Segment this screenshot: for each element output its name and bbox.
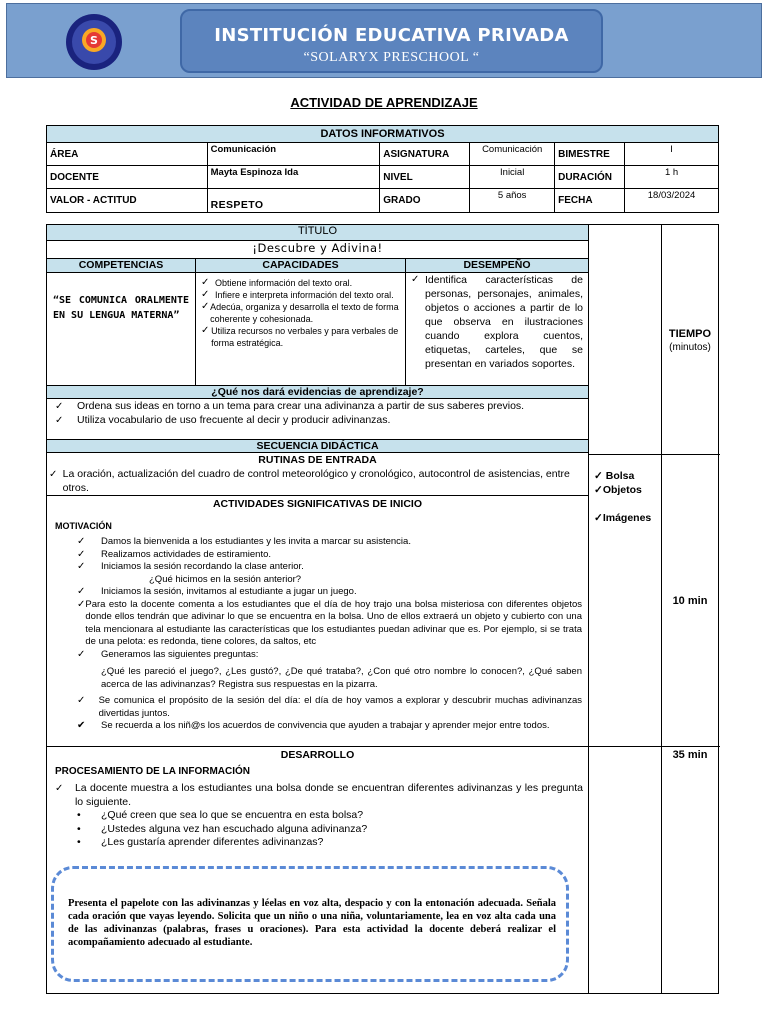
list-item: ¿Qué hicimos en la sesión anterior? [149,573,302,585]
instruction-box [51,866,569,982]
check-icon: ✓ [594,484,603,496]
valor-label: VALOR - ACTITUD [47,189,208,213]
list-item: • ¿Ustedes alguna vez han escuchado alguna adivinanza? [77,822,368,835]
area-value: Comunicación [207,143,380,166]
divider-des [405,273,406,385]
list-item: ¿Qué les pareció el juego?, ¿Les gustó?, ¿De qué trataba?, ¿Con qué otro nombre lo conocen?, ¿Qué saben acerca de las adivinanzas? Registra sus respuestas en la pizarra. [101,666,582,690]
list-item: ✓ Para esto la docente comenta a los estudiantes que el día de hoy trajo una bolsa misteriosa con diferentes objetos donde ellos tendrán que adivinar lo que se encuentra en la bolsa. Uno de ellos extraerá un objeto y cubierto con una tela mencionara al estudiante las características que los estudiantes puedan adivinar que es. Por ejemplo, si se trata de una pelota: es redonda, tiene colores, da saltos, etc [77,598,582,647]
asignatura-label: ASIGNATURA [380,143,470,166]
evidencias-heading: ¿Qué nos dará evidencias de aprendizaje? [47,385,588,399]
procesamiento-label: PROCESAMIENTO DE LA INFORMACIÓN [55,766,251,777]
check-icon: ✓ [55,414,64,426]
check-icon: ✓ [77,548,86,560]
docente-label: DOCENTE [47,166,208,189]
capacidades-heading: CAPACIDADES [195,259,405,273]
materiales-list [594,469,651,525]
list-item: ✓ Iniciamos la sesión, invitamos al estudiante a jugar un juego. [77,586,357,597]
desarrollo-heading: DESARROLLO [280,749,355,761]
tiempo-sub: (minutos) [669,342,711,353]
duracion-value: 1 h [625,166,719,189]
desempeno-text: Identifica características de personas, personajes, animales, objetos o acciones a partir de lo que observa en ilustraciones cuando explora cuentos, etiquetas, carteles, que se presentan en variados soportes. [425,274,583,370]
check-icon: ✓ [201,277,210,288]
divider-row [47,495,588,496]
check-icon: ✓ [201,301,210,312]
school-name: “SOLARYX PRESCHOOL “ [303,50,480,65]
rutinas-cell [49,468,585,495]
list-item: ✓ Damos la bienvenida a los estudiantes y les invita a marcar su asistencia. [77,536,411,547]
fecha-label: FECHA [555,189,625,213]
list-item: • ¿Qué creen que sea lo que se encuentra en esta bolsa? [77,809,364,821]
desempeno-cell [411,273,583,371]
check-icon: ✓ [594,512,603,524]
tiempo-header [661,327,719,355]
nivel-value: Inicial [470,166,555,189]
check-icon: ✓ [77,648,86,660]
session-frame [46,224,719,994]
instruction-text: Presenta el papelote con las adivinanzas y léelas en voz alta, despacio y con la entonación adecuada. Señala cada oración que vayas leyendo. Solicita que un niño o una niña, voluntariamente, lea en voz alta cada una de las adivinanzas (palabras, frases u oraciones). Para esta actividad la docente deberá realizar el acompañamiento adecuado al estudiante. [68,898,556,948]
docente-value: Mayta Espinoza Ida [207,166,380,189]
list-item: ✓ Ordena sus ideas en torno a un tema para crear una adivinanza a partir de sus saberes previos. [55,400,525,412]
divider-row [588,454,720,455]
area-label: ÁREA [47,143,208,166]
bullet-icon: • [77,809,81,821]
document-title: ACTIVIDAD DE APRENDIZAJE [290,95,478,110]
check-icon: ✓ [77,695,86,706]
competencias-heading: COMPETENCIAS [47,259,195,273]
institution-title: INSTITUCIÓN EDUCATIVA PRIVADA [214,25,569,46]
bullet-icon: • [77,836,81,848]
inicio-time: 10 min [672,595,708,607]
divider-materials [588,225,589,993]
list-item: ✓Objetos [594,484,642,496]
valor-value: RESPETO [207,189,380,213]
check-icon: ✓ [77,598,86,610]
desarrollo-body [55,782,583,850]
list-item: • ¿Les gustaría aprender diferentes adivinanzas? [77,836,324,848]
list-item: ✓ Bolsa [594,470,635,482]
capacidades-list [201,277,401,349]
desarrollo-time: 35 min [672,749,708,761]
rutinas-heading: RUTINAS DE ENTRADA [258,454,377,466]
list-item: ✓ Iniciamos la sesión recordando la clase anterior. [77,561,304,572]
duracion-label: DURACIÓN [555,166,625,189]
grado-label: GRADO [380,189,470,213]
list-item: ✓ La docente muestra a los estudiantes una bolsa donde se encuentran diferentes adivinanzas y les pregunta lo siguiente. [55,782,583,808]
check-icon: ✓ [55,401,64,412]
asignatura-value: Comunicación [470,143,555,166]
list-item: ✓ Infiere e interpreta información del texto oral. [201,289,394,300]
check-icon: ✓ [594,470,603,482]
header-title-box [180,9,603,73]
svg-text:S: S [90,34,98,47]
datos-informativos-table [46,125,719,213]
list-item: ✓Imágenes [594,512,652,524]
evidencias-list [55,400,585,427]
school-logo [62,12,126,72]
secuencia-heading: SECUENCIA DIDÁCTICA [47,439,588,453]
datos-heading: DATOS INFORMATIVOS [47,126,719,143]
titulo-heading: TÍTULO [47,225,588,241]
list-item: ✓ Generamos las siguientes preguntas: [77,648,259,660]
list-item: ✓ Realizamos actividades de estiramiento. [77,548,272,560]
check-icon: ✓ [55,783,64,794]
motivacion-label: MOTIVACIÓN [55,521,112,531]
check-icon: ✓ [77,586,86,597]
list-item: ✔ Se recuerda a los niñ@s los acuerdos de convivencia que ayuden a trabajar y aprender mejor entre todos. [77,720,550,731]
bullet-icon: • [77,822,81,835]
inicio-list [77,536,582,733]
list-item: ✓ Obtiene información del texto oral. [201,277,353,288]
bimestre-label: BIMESTRE [555,143,625,166]
desempeno-heading: DESEMPEÑO [405,259,588,273]
header-banner [6,3,762,78]
check-icon: ✔ [77,720,86,731]
divider-cap [195,273,196,385]
nivel-label: NIVEL [380,166,470,189]
check-icon: ✓ [77,536,86,547]
divider-row [47,746,720,747]
check-icon: ✓ [49,469,58,480]
fecha-value: 18/03/2024 [625,189,719,213]
check-icon: ✓ [201,289,210,300]
list-item: ✓ Adecúa, organiza y desarrolla el texto de forma coherente y cohesionada. [201,301,399,324]
rutinas-text: La oración, actualización del cuadro de control meteorológico y cronológico, autocontrol de asistencias, entre otros. [62,468,570,494]
check-icon: ✓ [77,561,86,572]
inicio-heading: ACTIVIDADES SIGNIFICATIVAS DE INICIO [212,498,423,510]
competencia-text: “SE COMUNICA ORALMENTE EN SU LENGUA MATERNA” [53,295,189,321]
tiempo-label: TIEMPO [668,328,712,340]
list-item: ✓ Utiliza vocabulario de uso frecuente al decir y producir adivinanzas. [55,413,391,426]
check-icon: ✓ [201,325,210,336]
grado-value: 5 años [470,189,555,213]
list-item: ✓ Utiliza recursos no verbales y para verbales de forma estratégica. [201,325,399,348]
bimestre-value: I [625,143,719,166]
check-icon: ✓ [411,274,420,285]
titulo-value: ¡Descubre y Adivina! [47,241,588,259]
list-item: ✓ Se comunica el propósito de la sesión del día: el día de hoy vamos a explorar y descubrir muchas adivinanzas divertidas juntos. [77,695,582,719]
